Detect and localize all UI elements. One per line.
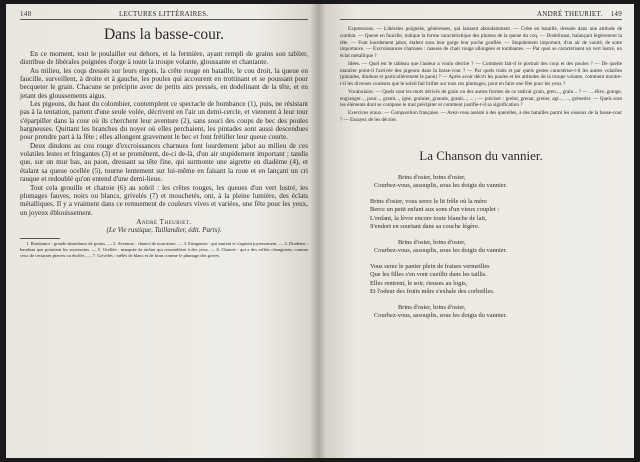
exercise-paragraph: Vocabulaire. — Quels sont les mots dérivés de grain ou des autres formes de ce radical grain, gren..., grain... ? — ... élire, grange, engranger..., pour..., granit..., igné, grainier, granule, granit..., ... ; — préciser : grelot, grenat, grener, agr..., ..., grènetier. — Quels sont les éléments dont se compose le mot précipiter et comment justifie-t-il sa signification ? xyxy=(340,88,622,109)
footnote: 1. Bombance : grande abondance de grains. — 2. Aventure : chance de nourriture. — 3. Fringantes : qui sautent et s'agitent joyeusement. — 4. Diadème : bandeau que portaient les souverains. — 5. Ocellée : marquée de taches qui ressemblent à des yeux. — 6. Chatoie : qui a des reflets changeants, comme ceux de certaines pierres ou étoffes. — 7. Grivelés : mêlés de blanc et de brun comme le plumage des grives. xyxy=(20,241,308,258)
page-number-left: 148 xyxy=(20,10,32,18)
gutter-shadow-left xyxy=(310,4,318,458)
paragraph: En ce moment, tout le poulailler est dehors, et la fermière, ayant rempli de grains son tablier, distribue de libérales poignées d'orge à toute la troupe volante, gloussante et chantante. xyxy=(20,50,308,67)
poem-line: Elles rentrent, le soir, rieuses au logis, xyxy=(370,279,468,287)
chapter-title: Dans la basse-cour. xyxy=(103,26,225,43)
exercise-paragraph: Exercices oraux. — Composition française. — Avez-vous assisté à des querelles, à des batailles parmi les oiseaux de la basse-cour ? — Essayez de les décrire. xyxy=(340,110,622,123)
footnotes xyxy=(20,241,308,258)
body-text xyxy=(20,50,308,217)
poem-stanza xyxy=(370,304,622,321)
poem xyxy=(370,174,622,321)
poem-line: Que les filles s'en vont cueillir dans les taillis. xyxy=(370,271,488,278)
paragraph: Tout cela grouille et chatoie (6) au soleil : les crêtes rouges, les queues d'un vert lustré, les plumages fauves, noirs ou blancs, grivelés (7) et mouchetés, ont, à la pleine lumière, des éclats métalliques. Il y a vraiment dans ce remuement de couleurs vives et variées, une fête pour les yeux, un joyeux éblouissement. xyxy=(20,183,308,217)
exercise-paragraph: Expressions. — Libérales poignées, généreuses, qui laissent abondamment. — Crête en bataille, dressée dans une attitude de combat. — Queue en faucille, indique la forme caractéristique des plumes de la queue du coq. — Dodelinant, balançant légèrement la tête. — Font lourdement jabot, étalent sous leur gorge leur poche gonflée. — Stupidement important, d'un air de vanité, de sotte importance. — Excroissances charnues : masses de chair rouge allongées et tombantes. — Par quoi se caractérisent un vert lustré, un éclat métallique ? xyxy=(340,26,622,59)
right-page xyxy=(318,4,634,458)
page-number-right: 149 xyxy=(610,10,622,18)
poem-stanza xyxy=(370,239,622,256)
poem-line: Brins d'osier, vous serez le lit frêle où la mère xyxy=(370,197,487,205)
gutter-shadow-right xyxy=(318,4,326,458)
poem-title: La Chanson du vannier. xyxy=(419,147,543,163)
exercise-paragraph: Idées. — Quel est le tableau que l'auteur a voulu décrire ? — Comment fait-il le portrait des coqs et des poules ? — De quelle manière point-il l'arrivée des pigeons dans la basse-cour ? — Par quels traits et par quels gestes caractérise-t-il les autres volatiles (pintades, dindons et particulièrement le paon) ? — Après avoir décrit les poules et les attitudes de la troupe volante, comment montre-t-il les diverses couleurs que le soleil fait briller sur tous ces plumages, pour en faire une fête pour les yeux ? xyxy=(340,60,622,87)
running-title-right: ANDRÉ THEURIET. xyxy=(536,10,603,18)
poem-line: Et l'odeur des fruits mûrs s'exhale des corbeilles. xyxy=(370,288,495,295)
running-head-right xyxy=(340,10,622,20)
footnote-divider xyxy=(20,238,60,239)
poem-stanza xyxy=(370,174,622,191)
signature-author: André Theuriet. xyxy=(136,217,192,226)
poem-line: S'endort en souriant dans sa couche légère. xyxy=(370,223,480,230)
paragraph: Les pigeons, du haut du colombier, contemplent ce spectacle de bombance (1), puis, ne résistant pas à la tentation, partent d'une seule volée, décrivent en l'air un demi-cercle, et viennent à leur tour s'éparpiller dans la cour où ils cherchent leur aventure (2), sans souci des coups de bec des poules hargneuses. Quittant les branches du noyer où elles perchaient, les pintades sont aussi descendues pour prendre part à la fête ; elles allongent gravement le bec et font frétiller leur queue courte. xyxy=(20,100,308,142)
poem-line: L'enfant, la lèvre encore toute blanche de lait, xyxy=(370,214,487,222)
poem-line: Brins d'osier, brins d'osier, xyxy=(398,238,466,246)
poem-line: Courbez-vous, assouplis, sous les doigts du vannier. xyxy=(374,247,507,254)
poem-stanza xyxy=(370,198,622,232)
left-page xyxy=(6,4,318,458)
book-spread xyxy=(6,4,634,458)
signature xyxy=(20,218,308,235)
poem-line: Berce un petit enfant aux sons d'un vieux couplet : xyxy=(370,206,500,213)
paragraph: Deux dindons au cou rouge d'excroissances charnues font lourdement jabot au milieu de ces volatiles lestes et fringantes (3) et se promènent, de-ci de-là, d'un air stupidement important ; tandis que, sur un mur bas, au paon, dressant sa tête fine, qui surmonte une aigrette en diadème (4), et étalant sa queue ocellée (5), tourne lentement sur lui-même en faisant la roue et en lançant un cri rauque et redoublé qu'on entend d'une demi-lieue. xyxy=(20,141,308,184)
poem-line: Brins d'osier, brins d'osier, xyxy=(398,303,466,311)
poem-line: Brins d'osier, brins d'osier, xyxy=(398,173,466,181)
poem-stanza xyxy=(370,263,622,297)
exercises xyxy=(340,26,622,124)
poem-line: Vous serez le panier plein de fraises vermeilles xyxy=(370,262,490,270)
running-head-left xyxy=(20,10,308,20)
poem-line: Courbez-vous, assouplis, sous les doigts du vannier. xyxy=(374,182,507,189)
paragraph: Au milieu, les coqs dressés sur leurs ergots, la crête rouge en bataille, le cou droit, la queue en faucille, surveillent, à droite et à gauche, les poules qui accourent en trottinant et se poussant pour becqueter le grain. Chacune se précipite avec de petits airs pressés, en dodelinant de la tête, et en jetant des gloussements aigus. xyxy=(20,66,308,100)
signature-source: (Le Vie rustique, Taillandier, édit. Paris). xyxy=(106,226,222,235)
running-title-left: LECTURES LITTÉRAIRES. xyxy=(118,10,209,18)
poem-line: Courbez-vous, assouplis, sous les doigts du vannier. xyxy=(374,312,507,319)
